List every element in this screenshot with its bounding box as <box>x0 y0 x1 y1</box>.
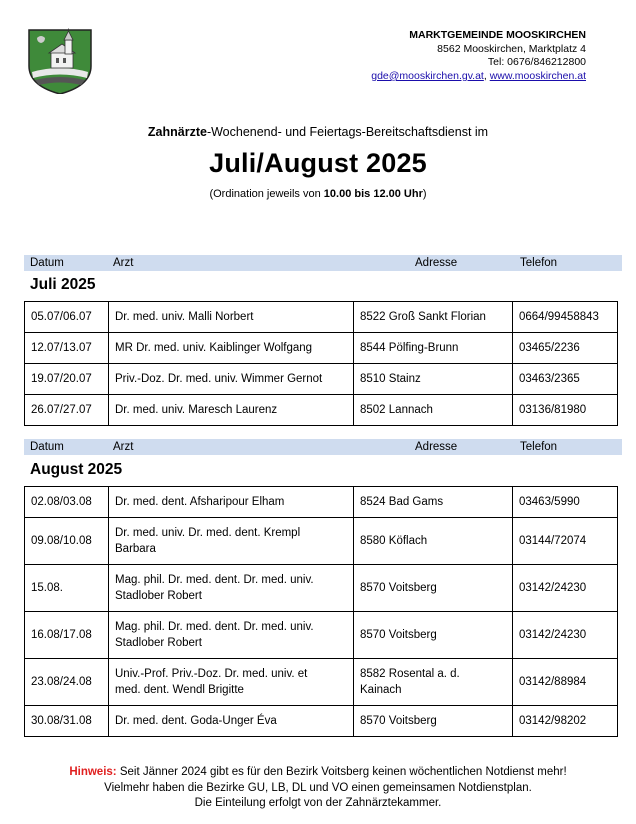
address-cell <box>354 565 513 612</box>
doctor-cell: Priv.-Doz. Dr. med. univ. Wimmer Gernot <box>109 364 354 395</box>
footer-line-3: Die Einteilung erfolgt von der Zahnärztekammer. <box>194 797 442 809</box>
municipality-address: 8562 Mooskirchen, Marktplatz 4 <box>437 42 586 55</box>
address-cell: 8502 Lannach <box>354 395 513 426</box>
address-cell <box>354 487 513 518</box>
phone-cell: 03142/88984 <box>513 659 618 706</box>
doctor-line-1: Dr. med. univ. Dr. med. dent. Krempl <box>115 527 301 539</box>
address-line-1: 8570 Voitsberg <box>360 715 437 727</box>
doctor-line-2: Stadlober Robert <box>115 637 202 649</box>
address-cell: 8510 Stainz <box>354 364 513 395</box>
doctor-cell <box>109 659 354 706</box>
col-doctor: Arzt <box>113 441 134 453</box>
date-cell: 19.07/20.07 <box>25 364 109 395</box>
date-cell: 15.08. <box>25 565 109 612</box>
doctor-cell <box>109 487 354 518</box>
date-cell: 09.08/10.08 <box>25 518 109 565</box>
address-line-1: 8570 Voitsberg <box>360 629 437 641</box>
date-cell: 12.07/13.07 <box>25 333 109 364</box>
table-row <box>25 395 618 426</box>
doctor-cell <box>109 565 354 612</box>
table-row <box>25 487 618 518</box>
document-subtitle <box>0 125 636 139</box>
col-phone: Telefon <box>520 441 558 453</box>
phone-cell: 03142/98202 <box>513 706 618 737</box>
august-column-header <box>24 439 622 455</box>
date-cell: 05.07/06.07 <box>25 302 109 333</box>
subtitle-rest: -Wochenend- und Feiertags-Bereitschaftsdienst im <box>206 125 489 139</box>
hint-text: Seit Jänner 2024 gibt es für den Bezirk Voitsberg keinen wöchentlichen Notdienst mehr! <box>116 766 567 778</box>
office-hours-note <box>0 188 636 200</box>
col-address: Adresse <box>415 257 458 269</box>
municipality-phone: Tel: 0676/846212800 <box>487 56 586 69</box>
col-address: Adresse <box>415 441 458 453</box>
address-line-1: 8580 Köflach <box>360 535 428 547</box>
phone-cell: 03465/2236 <box>513 333 618 364</box>
hours-prefix: (Ordination jeweils von <box>209 188 324 200</box>
date-cell: 02.08/03.08 <box>25 487 109 518</box>
address-cell: 8544 Pölfing-Brunn <box>354 333 513 364</box>
doctor-line-2: Barbara <box>115 543 156 555</box>
address-cell <box>354 659 513 706</box>
address-cell <box>354 706 513 737</box>
table-row <box>25 565 618 612</box>
address-line-1: 8524 Bad Gams <box>360 496 444 508</box>
date-cell: 26.07/27.07 <box>25 395 109 426</box>
footer-line-2: Vielmehr haben die Bezirke GU, LB, DL und VO einen gemeinsamen Notdienstplan. <box>104 781 532 794</box>
table-row <box>25 333 618 364</box>
hours-mid: bis <box>351 188 374 200</box>
table-row <box>25 659 618 706</box>
hours-to: 12.00 Uhr <box>373 188 423 200</box>
doctor-line-1: Univ.-Prof. Priv.-Doz. Dr. med. univ. et <box>115 668 308 680</box>
doctor-line-2: Stadlober Robert <box>115 590 202 602</box>
email-link[interactable]: gde@mooskirchen.gv.at <box>371 69 484 82</box>
date-cell: 23.08/24.08 <box>25 659 109 706</box>
doctor-cell: Dr. med. univ. Malli Norbert <box>109 302 354 333</box>
table-row <box>25 302 618 333</box>
col-doctor: Arzt <box>113 257 134 269</box>
website-link[interactable]: www.mooskirchen.at <box>489 69 586 82</box>
july-schedule-table <box>24 301 618 426</box>
address-line-1: 8570 Voitsberg <box>360 582 437 594</box>
table-row <box>25 364 618 395</box>
link-separator: , <box>483 69 490 82</box>
phone-cell: 03463/2365 <box>513 364 618 395</box>
municipal-crest-icon <box>27 28 93 94</box>
document-title: Juli/August 2025 <box>209 148 427 178</box>
col-phone: Telefon <box>520 257 558 269</box>
hint-label: Hinweis: <box>69 766 117 778</box>
doctor-line-1: Dr. med. dent. Afsharipour Elham <box>115 496 285 508</box>
doctor-line-1: Mag. phil. Dr. med. dent. Dr. med. univ. <box>115 621 314 633</box>
address-line-2: Kainach <box>360 684 402 696</box>
month-title-august: August 2025 <box>30 461 123 478</box>
phone-cell: 0664/99458843 <box>513 302 618 333</box>
august-schedule-table <box>24 486 618 737</box>
doctor-cell: MR Dr. med. univ. Kaiblinger Wolfgang <box>109 333 354 364</box>
address-line-1: 8582 Rosental a. d. <box>360 668 460 680</box>
date-cell: 30.08/31.08 <box>25 706 109 737</box>
phone-cell: 03136/81980 <box>513 395 618 426</box>
july-column-header <box>24 255 622 271</box>
table-row <box>25 518 618 565</box>
doctor-line-1: Dr. med. dent. Goda-Unger Éva <box>115 715 277 727</box>
hours-from: 10.00 <box>323 188 352 200</box>
phone-cell: 03144/72074 <box>513 518 618 565</box>
doctor-cell <box>109 612 354 659</box>
month-title-july: Juli 2025 <box>30 276 96 293</box>
doctor-cell: Dr. med. univ. Maresch Laurenz <box>109 395 354 426</box>
municipality-contact <box>371 29 586 83</box>
address-cell: 8522 Groß Sankt Florian <box>354 302 513 333</box>
municipality-name: MARKTGEMEINDE MOOSKIRCHEN <box>409 29 586 41</box>
table-row <box>25 612 618 659</box>
table-row <box>25 706 618 737</box>
hours-suffix: ) <box>422 188 427 200</box>
doctor-cell <box>109 518 354 565</box>
col-date: Datum <box>30 441 64 453</box>
doctor-line-2: med. dent. Wendl Brigitte <box>115 684 244 696</box>
phone-cell: 03463/5990 <box>513 487 618 518</box>
address-cell <box>354 612 513 659</box>
date-cell: 16.08/17.08 <box>25 612 109 659</box>
subtitle-emphasis: Zahnärzte <box>147 125 207 139</box>
address-cell <box>354 518 513 565</box>
phone-cell: 03142/24230 <box>513 565 618 612</box>
municipality-links <box>371 70 586 84</box>
footer-line-1 <box>0 765 636 781</box>
doctor-line-1: Mag. phil. Dr. med. dent. Dr. med. univ. <box>115 574 314 586</box>
footer-notice <box>0 765 636 812</box>
doctor-cell <box>109 706 354 737</box>
col-date: Datum <box>30 257 64 269</box>
phone-cell: 03142/24230 <box>513 612 618 659</box>
